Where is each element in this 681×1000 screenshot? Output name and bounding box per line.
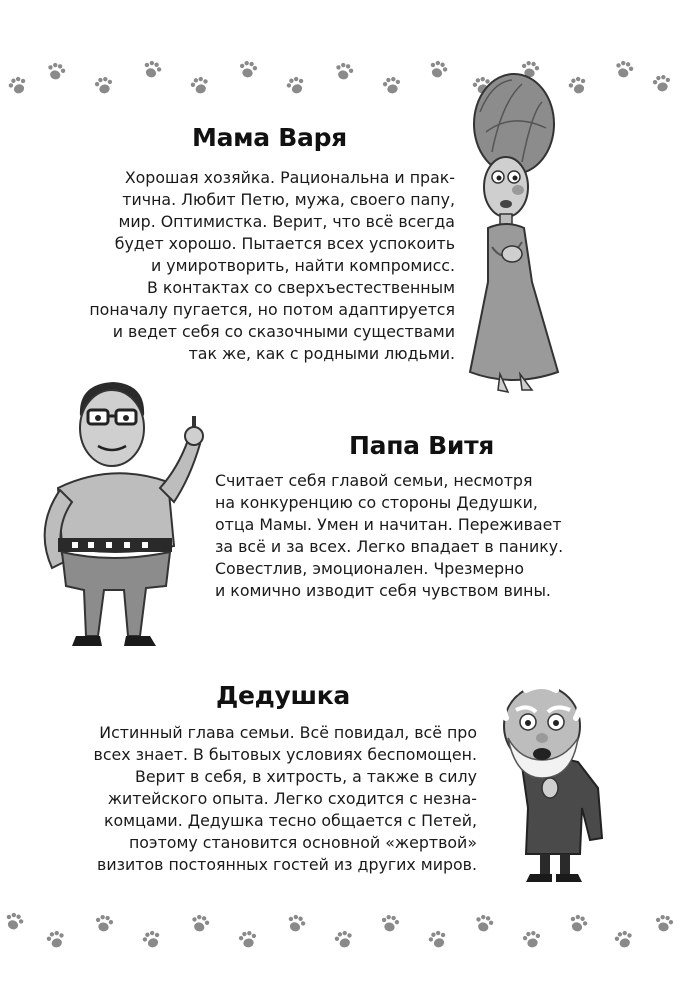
grandpa-name-heading: Дедушка <box>216 681 350 710</box>
mom-illustration <box>462 72 572 402</box>
paw-print-icon <box>329 57 358 86</box>
paw-print-icon <box>609 55 638 84</box>
paw-print-icon <box>650 910 678 938</box>
paw-print-icon <box>90 910 118 938</box>
paw-print-icon <box>185 71 214 100</box>
paw-print-icon <box>563 909 594 940</box>
dad-pants <box>62 552 170 636</box>
paw-print-icon <box>423 925 454 956</box>
grandpa-description: Истинный глава семьи. Всё повидал, всё про всех знает. В бытовых условиях беспомощен. Верит в себя, в хитрость, а также в силу житейского опыта. Легко сходится с незна- комцами. Дедушка тесно общается с Петей, поэтому становится основной «жертвой» визитов постоянных гостей из других миров. <box>93 723 477 874</box>
mom-description: Хорошая хозяйка. Рациональна и прак- тична. Любит Петю, мужа, своего папу, мир. Оптимистка. Верит, что всё всегда будет хорошо. Пытается всех успокоить и умиротворить, найти компромисс. В контактах со сверхъестественным поначалу пугается, но потом адаптируется и ведет себя со сказочными существами так же, как с родными людьми. <box>89 168 455 363</box>
paw-print-icon <box>469 909 498 938</box>
paw-print-icon <box>0 907 29 938</box>
mom-name-heading: Мама Варя <box>192 123 347 152</box>
paw-print-icon <box>378 72 406 100</box>
paw-print-icon <box>518 926 546 954</box>
dad-illustration <box>28 378 208 654</box>
paw-print-icon <box>234 56 262 84</box>
paw-print-icon <box>41 57 70 86</box>
paw-print-icon <box>329 925 358 954</box>
paw-print-icon <box>137 55 168 86</box>
dad-head <box>80 390 144 466</box>
paw-print-icon <box>376 910 404 938</box>
top-paw-border <box>0 52 681 122</box>
bottom-paw-border <box>0 902 681 972</box>
paw-print-icon <box>3 71 34 102</box>
paw-print-icon <box>281 71 312 102</box>
paw-print-icon <box>234 926 262 954</box>
paw-print-icon <box>41 925 70 954</box>
paw-print-icon <box>185 909 214 938</box>
grandpa-illustration <box>486 678 616 888</box>
dad-name-heading: Папа Витя <box>349 431 495 460</box>
paw-print-icon <box>648 70 676 98</box>
paw-print-icon <box>137 925 168 956</box>
paw-print-icon <box>609 925 638 954</box>
dad-description: Считает себя главой семьи, несмотря на конкуренцию со стороны Дедушки, отца Мамы. Умен и начитан. Переживает за всё и за всех. Легко впадает в панику. Совестлив, эмоционален. Чрезмерно и комично изводит себя чувством вины. <box>215 471 564 600</box>
paw-print-icon <box>423 55 454 86</box>
paw-print-icon <box>90 72 118 100</box>
paw-print-icon <box>281 909 312 940</box>
mom-face <box>484 157 528 217</box>
